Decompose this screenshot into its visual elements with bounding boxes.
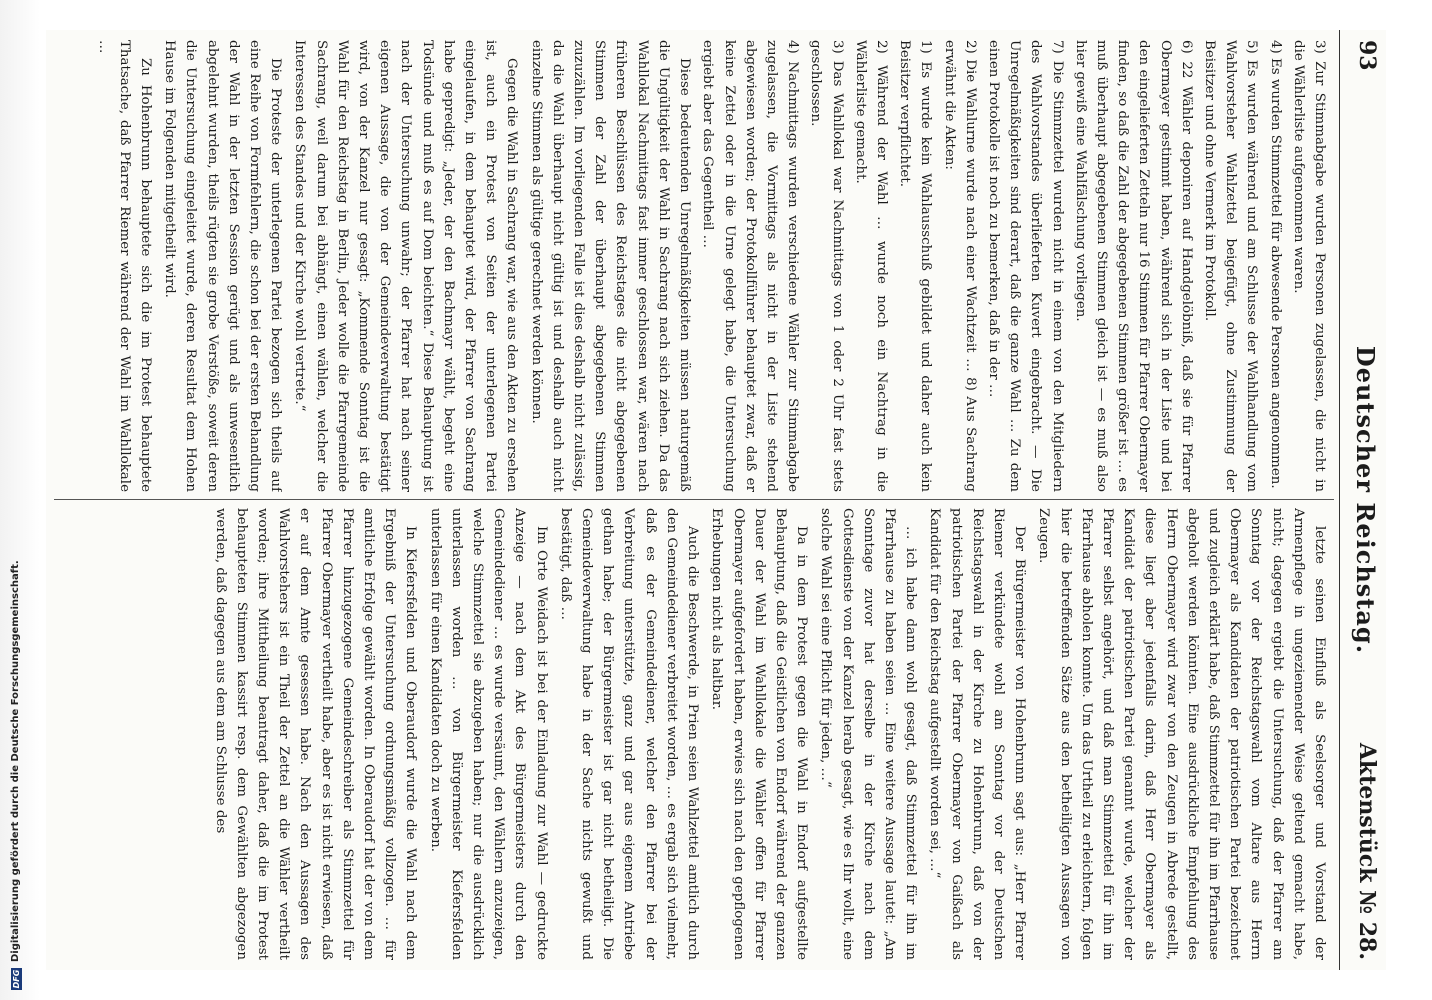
- list-item: 3) Das Wahllokal war Nachmittags von 1 oder 2 Uhr fast stets geschlossen.: [808, 40, 845, 492]
- document-reference: Aktenstück № 28.: [1354, 742, 1380, 960]
- body-paragraph: Auch die Beschwerde, in Prien seien Wahlzettel amtlich durch den Gemeindediener verbreitet worden, … es ergab sich vielmehr, daß es der Gemeindediener, welcher den Pfarrer bei der Verbreitung unterstützte, ganz und gar aus eigenem Antriebe gethan habe; der Bürgermeister ist gar nicht betheiligt. Die Gemeindeverwaltung habe in der Sache nichts gewußt und bestätigt, daß …: [557, 508, 701, 960]
- body-paragraph: Gegen die Wahl in Sachrang war, wie aus den Akten zu ersehen ist, auch ein Protest von Seiten der unterlegenen Partei eingelaufen, in dem behauptet wird, der Pfarrer von Sachrang habe gepredigt: „Jeder, der den Bachmayr wählt, begeht eine Todsünde und muß es auf Dom beichten.“ Diese Behauptung ist nach der Untersuchung unwahr; der Pfarrer hat nach seiner eigenen Aussage, die von der Gemeindeverwaltung bestätigt wird, von der Kanzel nur gesagt: „Kommende Sonntag ist die Wahl für den Reichstag in Berlin, Jeder wolle die Pfarrgemeinde Sachrang, weil darum bei abhängt, einen wählen, welcher die Interessen des Standes und der Kirche wohl vertrete.“: [292, 40, 520, 492]
- list-item: 3) Zur Stimmabgabe wurden Personen zugelassen, die nicht in die Wählerliste aufgenommen waren.: [1290, 40, 1327, 492]
- page-number: 93: [1354, 40, 1380, 71]
- column-divider: [54, 499, 1334, 500]
- digitization-caption: [10, 0, 22, 1000]
- newspaper-title: Deutscher Reichstag.: [1351, 345, 1380, 655]
- list-item: 2) Während der Wahl … wurde noch ein Nachtrag in die Wählerliste gemacht.: [852, 40, 889, 492]
- list-item: 2) Die Wahlurne wurde nach einer Wachtzeit … 8) Aus Sachrang erwähnt die Akten:: [941, 40, 978, 492]
- body-paragraph: In Kiefersfelden und Oberaudorf wurde die Wahl nach dem Ergebniß der Untersuchung ordnungsmäßig vollzogen. … für amtliche Erfolge gewählt worden. In Oberaudorf hat der von dem Pfarrer hinzugezogene Gemeindeschreiber als Stimmzettel für Pfarrer Obermayer vertheilt habe, aber es ist nicht erwiesen, daß er auf dem Amte gesessen habe. Nach den Aussagen des Wahlvorstehers ist ein Theil der Zettel an die Wähler vertheilt worden; ihre Mittheilung beantragt daher, daß die im Protest behaupteten Stimmen kassirt resp. dem Gewählten abgezogen werden, daß dagegen aus dem am Schlusse des: [212, 508, 419, 960]
- body-paragraph: Diese bedeutenden Unregelmäßigkeiten müssen naturgemäß die Ungültigkeit der Wahl in Sachrang nach sich ziehen. Da das Wahllokal Nachmittags fast immer geschlossen war, wären nach früheren Beschlüssen des Reichstages die nicht abgegebenen Stimmen der Zahl der überhaupt abgegebenen Stimmen zuzuzählen. Im vorliegenden Falle ist dies deshalb nicht zulässig, da die Wahl überhaupt nicht gültig ist und deshalb auch nicht einzelne Stimmen als gültige gerechnet werden können.: [528, 40, 693, 492]
- left-column: [60, 40, 1330, 492]
- digitization-note: Digitalisierung gefördert durch die Deutsche Forschungsgemeinschaft.: [10, 560, 21, 962]
- list-item: 7) Die Stimmzettel wurden nicht in einem von den Mitgliedern des Wahlvorstandes überlieferten Kuvert eingebracht. — Die Unregelmäßigkeiten sind derart, daß die ganze Wahl … Zu dem einen Protokolle ist noch zu bemerken, daß in der …: [985, 40, 1065, 492]
- right-column: [60, 508, 1330, 960]
- list-item: 4) Nachmittags wurden verschiedene Wähler zur Stimmabgabe zugelassen, die Vormittags als nicht in der Liste stehend abgewiesen worden; der Protokollführer behauptet zwar, daß er keine Zettel oder in die Urne gelegt habe, die Untersuchung ergiebt aber das Gegentheil …: [700, 40, 801, 492]
- body-paragraph: letzte seinen Einfluß als Seelsorger und Vorstand der Armenpflege in ungeziemender Weise geltend gemacht habe, nicht; dagegen ergiebt die Untersuchung, daß der Pfarrer am Sonntag vor der Reichstagswahl vom Altare aus Herrn Obermayer als Kandidaten der patriotischen Partei bezeichnet und zugleich erklärt habe, daß Stimmzettel für ihn im Pfarrhause abgeholt werden könnten. Eine ausdrückliche Empfehlung des Herrn Obermayer wird zwar von den Zeugen in Abrede gestellt, diese liegt aber jedenfalls darin, daß Herr Obermayer als Kandidat der patriotischen Partei genannt wurde, welcher der Pfarrer selbst angehört, und daß man Stimmzettel für ihn im Pfarrhause abholen konnte. Um das Urtheil zu erleichtern, folgen hier die betreffenden Sätze aus den betheiligten Aussagen von Zeugen.: [1036, 508, 1327, 960]
- scanned-newspaper-page: [46, 30, 1386, 970]
- body-paragraph: Da in dem Protest gegen die Wahl in Endorf aufgestellte Behauptung, daß die Geistlichen von Endorf während der ganzen Dauer der Wahl im Wahllokale die Wähler offen für Pfarrer Obermayer aufgefordert haben, erwies sich nach den gepflogenen Erhebungen nicht als haltbar.: [709, 508, 810, 960]
- list-item: 4) Es wurden Stimmzettel für abwesende Personen angenommen.: [1267, 40, 1283, 489]
- masthead: [1339, 30, 1386, 970]
- body-paragraph: Im Orte Weidach ist bei der Einladung zur Wahl — gedruckte Anzeige — nach dem Akt des Bürgermeisters durch den Gemeindediener … es wurde versäumt, den Wählern anzuzeigen, welche Stimmzettel sie abzugeben haben; nur die ausdrücklich unterlassen worden … von Bürgermeister Kiefersfelden unterlassen für einen Kandidaten doch zu werben.: [427, 508, 549, 960]
- body-paragraph: Zu Hohenbrunn behauptete sich die im Protest behauptete Thatsache, daß Pfarrer Riemer während der Wahl im Wahllokale …: [95, 40, 154, 492]
- body-paragraph: Der Bürgermeister von Hohenbrunn sagt aus: „Herr Pfarrer Riemer verkündete wohl am Sonntag vor der Deutschen Reichstagswahl in der Kirche zu Hohenbrunn, daß von der patriotischen Partei der Pfarrer Obermayer von Gaißach als Kandidat für den Reichstag aufgestellt worden sei, …“: [927, 508, 1028, 960]
- body-paragraph: Die Proteste der unterlegenen Partei bezogen sich theils auf eine Reihe von Formfehlern, die schon bei der ersten Behandlung der Wahl in der letzten Session gerügt und als unwesentlich abgelehnt wurden, theils rügten sie grobe Verstöße, soweit deren die Untersuchung eingeleitet wurde, deren Resultat dem Hohen Hause im Folgenden mitgetheilt wird.: [162, 40, 284, 492]
- dfg-logo-icon: DFG: [11, 969, 21, 989]
- body-paragraph: … ich habe dann wohl gesagt, daß Stimmzettel für ihn im Pfarrhause zu haben seien … Eine weitere Aussage lautet: „Am Sonntage zuvor hat derselbe in der Kirche nach dem Gottesdienste von der Kanzel herab gesagt, wie es Ihr wollt, eine solche Wahl sei eine Pflicht für jeden, …“: [818, 508, 919, 960]
- list-item: 1) Es wurde kein Wahlausschuß gebildet und daher auch kein Beisitzer verpflichtet.: [897, 40, 934, 492]
- list-item: 6) 22 Wähler deponiren auf Handgelöbniß, daß sie für Pfarrer Obermayer gestimmt haben, während sich in der Liste und bei den eingelieferten Zetteln nur 16 Stimmen für Pfarrer Obermayer finden, so daß die Zahl der abgegebenen Stimmen größer ist … es muß überhaupt abgegebenen Stimmen gleich ist — es muß also hier gewiß eine Wahlfälschung vorliegen.: [1072, 40, 1194, 492]
- list-item: 5) Es wurden während und am Schlusse der Wahlhandlung vom Wahlvorsteher Wahlzettel beigefügt, ohne Zustimmung der Beisitzer und ohne Vermerk im Protokoll.: [1201, 40, 1260, 492]
